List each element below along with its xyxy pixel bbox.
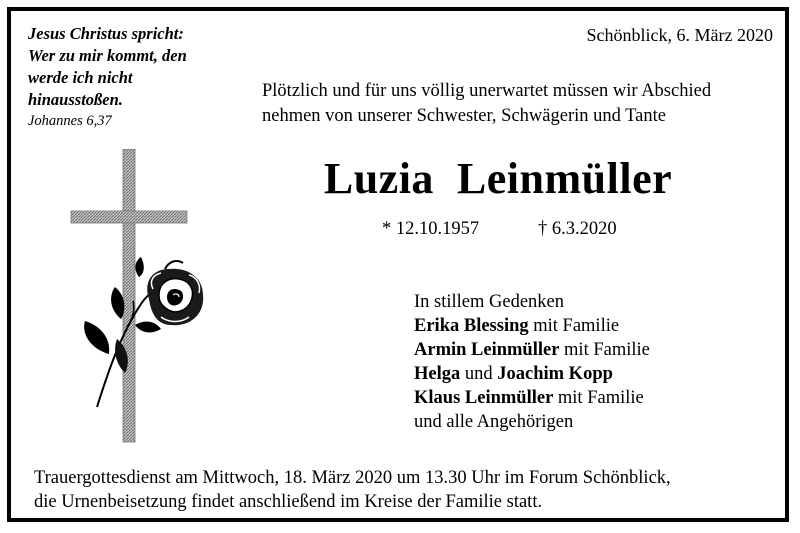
mourners-heading: In stillem Gedenken (414, 292, 565, 312)
obituary-notice (7, 7, 789, 522)
mourner-name: Armin Leinmüller (414, 340, 560, 360)
death-date: † 6.3.2020 (538, 219, 617, 239)
mourners-list (414, 290, 650, 434)
mourner-row (414, 314, 650, 338)
mourner-row (414, 386, 650, 410)
mourner-row (414, 338, 650, 362)
service-line: die Urnenbeisetzung findet anschließend im Kreise der Familie statt. (34, 492, 543, 512)
intro-text (262, 79, 711, 129)
cross-with-rose-icon (69, 149, 219, 449)
mourner-row (414, 362, 650, 386)
mourner-name: Helga (414, 364, 461, 384)
service-line: Trauergottesdienst am Mittwoch, 18. März 2020 um 13.30 Uhr im Forum Schönblick, (34, 468, 671, 488)
mourner-name: Erika Blessing (414, 316, 529, 336)
bible-quote (28, 23, 248, 131)
mourner-suffix: mit Familie (528, 316, 620, 336)
intro-line: Plötzlich und für uns völlig unerwartet müssen wir Abschied (262, 81, 712, 101)
mourner-name: Joachim Kopp (497, 364, 613, 384)
quote-line: werde ich nicht (28, 68, 133, 87)
quote-line: Wer zu mir kommt, den (28, 46, 187, 65)
quote-line: Jesus Christus spricht: (28, 24, 184, 43)
place-date: Schönblick, 6. März 2020 (586, 25, 773, 45)
mourner-suffix: mit Familie (553, 388, 644, 408)
deceased-name: Luzia Leinmüller (323, 154, 673, 203)
mourner-suffix: mit Familie (559, 340, 650, 360)
birth-date: * 12.10.1957 (382, 219, 480, 239)
mourners-closing: und alle Angehörigen (414, 412, 574, 432)
quote-reference: Johannes 6,37 (28, 113, 112, 129)
mourner-name: Klaus Leinmüller (414, 388, 554, 408)
quote-line: hinausstoßen. (28, 90, 123, 109)
service-info (34, 466, 671, 514)
mourner-conjunction: und (460, 364, 498, 384)
intro-line: nehmen von unserer Schwester, Schwägerin und Tante (262, 106, 666, 126)
